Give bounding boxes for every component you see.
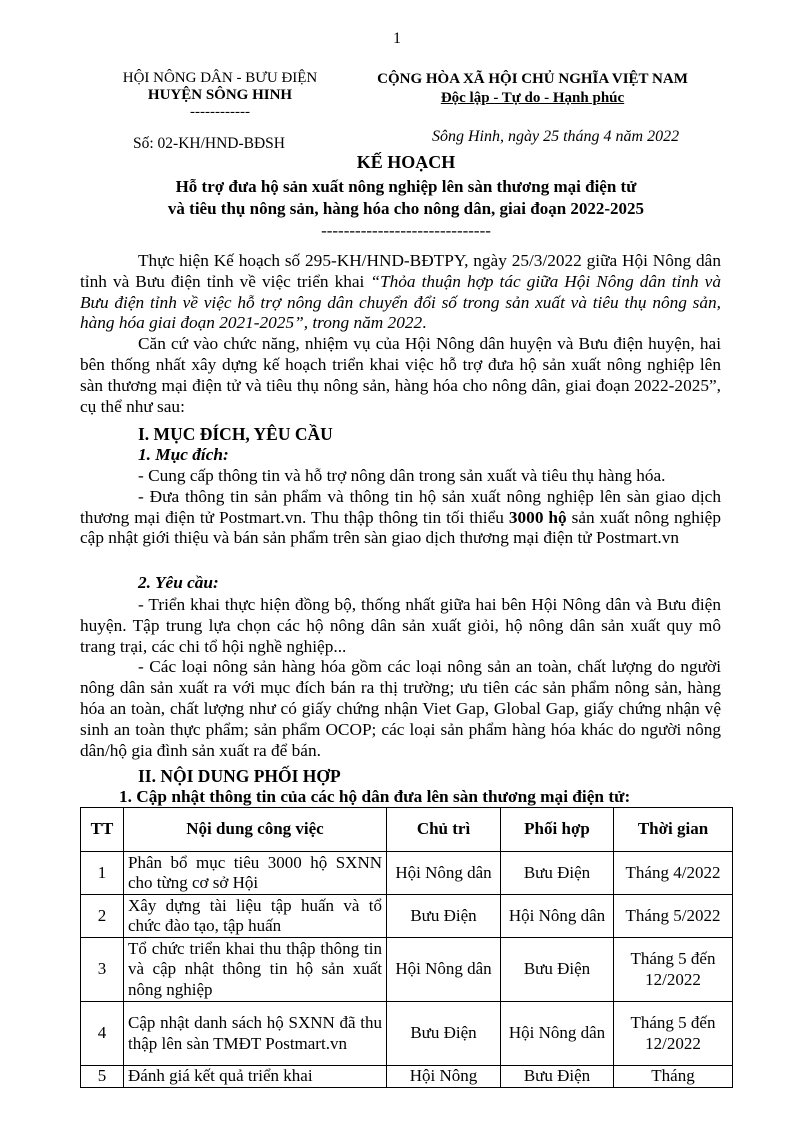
cell-tt: 1 [81,852,124,895]
intro-p1-text: Thực hiện Kế hoạch số 295-KH/HND-BĐTPY, ngày 25/3/2022 giữa Hội Nông dân tỉnh và Bưu điện tỉnh về việc triển khai [80,251,721,291]
cell-time: Tháng 5 đến 12/2022 [614,938,733,1002]
national-motto: Độc lập - Tự do - Hạnh phúc [440,90,625,106]
cell-time: Tháng 5/2022 [614,895,733,938]
cell-lead: Hội Nông [387,1066,501,1088]
country-block [355,70,710,108]
cell-content: Cập nhật danh sách hộ SXNN đã thu thập lên sàn TMĐT Postmart.vn [124,1002,387,1066]
org-block [95,70,345,104]
purpose-bullet-1: - Cung cấp thông tin và hỗ trợ nông dân trong sản xuất và tiêu thụ hàng hóa. [138,466,666,485]
col-header-time: Thời gian [614,808,733,852]
cell-content: Đánh giá kết quả triển khai [124,1066,387,1088]
section-1-sub-2: 2. Yêu cầu: [138,573,219,592]
intro-paragraph-1 [80,251,721,334]
col-header-coordinate: Phối hợp [501,808,614,852]
cell-tt: 4 [81,1002,124,1066]
cell-coordinate: Bưu Điện [501,938,614,1002]
intro-section [80,251,721,417]
cell-content: Tổ chức triển khai thu thập thông tin và cập nhật thông tin hộ sản xuất nông nghiệp [124,938,387,1002]
requirement-bullet-1: - Triển khai thực hiện đồng bộ, thống nhất giữa hai bên Hội Nông dân và Bưu điện huyện. Tập trung lựa chọn các hộ nông dân sản xuất giỏi, hộ nông dân sản xuất quy mô trang trại, các chi tổ hội nghề nghiệp... [80,595,721,656]
cell-tt: 2 [81,895,124,938]
page-number: 1 [393,30,401,47]
purpose-b2-text: - Đưa thông tin sản phẩm và thông tin hộ sản xuất nông nghiệp lên sàn giao dịch thương mại điện tử Postmart.vn. Thu thập thông tin tối thiểu [80,486,721,527]
cell-tt: 5 [81,1066,124,1088]
cell-time: Tháng 5 đến 12/2022 [614,1002,733,1066]
cell-lead: Hội Nông dân [387,938,501,1002]
country-name: CỘNG HÒA XÃ HỘI CHỦ NGHĨA VIỆT NAM [377,71,688,87]
cell-content: Phân bổ mục tiêu 3000 hộ SXNN cho từng cơ sở Hội [124,852,387,895]
org-name: HỘI NÔNG DÂN - BƯU ĐIỆN [122,70,318,86]
cell-coordinate: Bưu Điện [501,852,614,895]
cell-lead: Hội Nông dân [387,852,501,895]
org-rule-line: ------------ [190,104,250,120]
section-2-sub-1: 1. Cập nhật thông tin của các hộ dân đưa lên sàn thương mại điện tử: [119,787,631,806]
cell-coordinate: Bưu Điện [501,1066,614,1088]
section-1-purpose [80,466,721,549]
purpose-b2-rest: sản xuất nông nghiệp cập nhật giới thiệu và bán sản phẩm trên sàn giao dịch thương mại điện tử Postmart.vn [80,507,721,548]
intro-p1-end: . [422,313,427,333]
org-district: HUYỆN SÔNG HINH [147,87,293,103]
table-row [81,852,733,895]
cell-coordinate: Hội Nông dân [501,1002,614,1066]
requirement-bullet-2: - Các loại nông sản hàng hóa gồm các loại nông sản an toàn, chất lượng do người nông dân sản xuất ra với mục đích bán ra thị trường; ưu tiên các sản phẩm nông sản, hàng hóa an toàn, chất lượng như có giấy chứng nhận Viet Gap, Global Gap, giấy chứng nhận vệ sinh an toàn thực phẩm; sản phẩm OCOP; các loại sản phẩm hàng hóa khác do người nông dân/hộ gia đình sản xuất ra để bán. [80,657,721,760]
cell-content: Xây dựng tài liệu tập huấn và tổ chức đào tạo, tập huấn [124,895,387,938]
cell-time: Tháng [614,1066,733,1088]
document-title: KẾ HOẠCH [356,152,456,172]
col-header-tt: TT [81,808,124,852]
document-subtitle [80,176,732,242]
document-date: Sông Hinh, ngày 25 tháng 4 năm 2022 [432,128,680,145]
section-2-heading: II. NỘI DUNG PHỐI HỢP [138,766,341,786]
section-1-requirements [80,595,721,761]
purpose-b2-bold: 3000 hộ [508,507,567,527]
col-header-lead: Chủ trì [387,808,501,852]
col-header-content: Nội dung công việc [124,808,387,852]
purpose-bullet-2 [80,487,721,549]
cell-lead: Bưu Điện [387,1002,501,1066]
intro-paragraph-2: Căn cứ vào chức năng, nhiệm vụ của Hội Nông dân huyện và Bưu điện huyện, hai bên thống nhất xây dựng kế hoạch triển khai việc hỗ trợ đưa hộ sản xuất nông nghiệp lên sàn thương mại điện tử và tiêu thụ nông sản, hàng hóa cho nông dân, giai đoạn 2022-2025”, cụ thể như sau: [80,334,721,416]
cell-lead: Bưu Điện [387,895,501,938]
table-row [81,895,733,938]
subtitle-line-2: và tiêu thụ nông sản, hàng hóa cho nông dân, giai đoạn 2022-2025 [167,199,645,218]
table-row [81,1066,733,1088]
coordination-table [80,807,733,1088]
section-1-heading: I. MỤC ĐÍCH, YÊU CẦU [138,424,333,444]
table-row [81,938,733,1002]
section-1-sub-1: 1. Mục đích: [138,445,229,464]
document-number: Số: 02-KH/HND-BĐSH [133,135,285,152]
table-row [81,1002,733,1066]
cell-coordinate: Hội Nông dân [501,895,614,938]
subtitle-line-1: Hỗ trợ đưa hộ sản xuất nông nghiệp lên sàn thương mại điện tử [175,177,637,196]
cell-tt: 3 [81,938,124,1002]
intro-p1-quote: “Thỏa thuận hợp tác giữa Hội Nông dân tỉnh và Bưu điện tỉnh về việc hỗ trợ nông dân chuyển đổi số trong sản xuất và tiêu thụ nông sản, hàng hóa giai đoạn 2021-2025”, trong năm 2022 [80,271,721,333]
cell-time: Tháng 4/2022 [614,852,733,895]
title-rule: ------------------------------ [321,221,491,240]
table-header-row [81,808,733,852]
